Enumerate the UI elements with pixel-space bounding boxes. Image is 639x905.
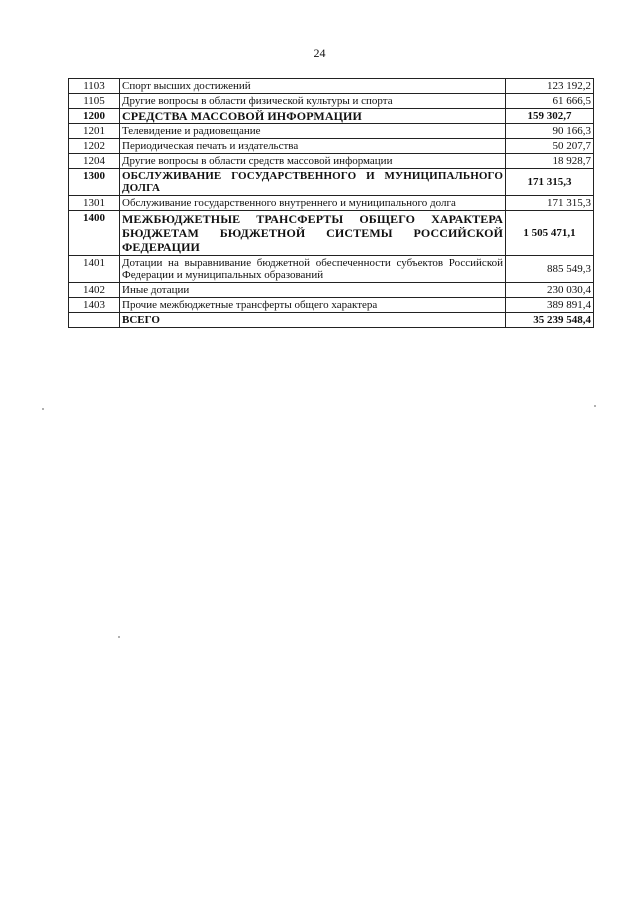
row-amount: 1 505 471,1: [506, 211, 594, 256]
row-code: 1301: [69, 196, 120, 211]
row-name: ОБСЛУЖИВАНИЕ ГОСУДАРСТВЕННОГО И МУНИЦИПАЛЬНОГО ДОЛГА: [120, 169, 506, 196]
row-name: Телевидение и радиовещание: [120, 124, 506, 139]
row-amount: 230 030,4: [506, 283, 594, 298]
row-amount: 389 891,4: [506, 298, 594, 313]
page-number: 24: [313, 46, 326, 60]
row-code: 1201: [69, 124, 120, 139]
table-row: [69, 139, 594, 154]
table-row: [69, 283, 594, 298]
row-amount: 885 549,3: [506, 256, 594, 283]
row-amount: 90 166,3: [506, 124, 594, 139]
row-name: Иные дотации: [120, 283, 506, 298]
row-amount: 159 302,7: [506, 109, 594, 124]
row-name: Спорт высших достижений: [120, 79, 506, 94]
row-amount: 171 315,3: [506, 196, 594, 211]
row-amount: 50 207,7: [506, 139, 594, 154]
row-name: Периодическая печать и издательства: [120, 139, 506, 154]
table-row: [69, 94, 594, 109]
row-amount: 171 315,3: [506, 169, 594, 196]
table-row: [69, 79, 594, 94]
row-name: Дотации на выравнивание бюджетной обеспеченности субъектов Российской Федерации и муниципальных образований: [120, 256, 506, 283]
table-row: [69, 154, 594, 169]
row-code: 1401: [69, 256, 120, 283]
row-name: Обслуживание государственного внутреннего и муниципального долга: [120, 196, 506, 211]
table-row: [69, 196, 594, 211]
section-row: [69, 211, 594, 256]
total-code: [69, 313, 120, 328]
table-row: [69, 124, 594, 139]
row-name: СРЕДСТВА МАССОВОЙ ИНФОРМАЦИИ: [120, 109, 506, 124]
row-amount: 18 928,7: [506, 154, 594, 169]
row-code: 1402: [69, 283, 120, 298]
row-code: 1300: [69, 169, 120, 196]
row-name: Другие вопросы в области физической культуры и спорта: [120, 94, 506, 109]
row-code: 1400: [69, 211, 120, 256]
row-name: МЕЖБЮДЖЕТНЫЕ ТРАНСФЕРТЫ ОБЩЕГО ХАРАКТЕРА БЮДЖЕТАМ БЮДЖЕТНОЙ СИСТЕМЫ РОССИЙСКОЙ ФЕДЕРАЦИИ: [120, 211, 506, 256]
row-name: Прочие межбюджетные трансферты общего характера: [120, 298, 506, 313]
row-amount: 123 192,2: [506, 79, 594, 94]
row-code: 1200: [69, 109, 120, 124]
total-row: [69, 313, 594, 328]
table-row: [69, 298, 594, 313]
row-amount: 61 666,5: [506, 94, 594, 109]
scan-speck: [594, 405, 596, 407]
scan-speck: [42, 408, 44, 410]
row-name: Другие вопросы в области средств массовой информации: [120, 154, 506, 169]
total-label: ВСЕГО: [120, 313, 506, 328]
total-amount: 35 239 548,4: [506, 313, 594, 328]
scan-speck: [118, 636, 120, 638]
row-code: 1105: [69, 94, 120, 109]
row-code: 1103: [69, 79, 120, 94]
section-row: [69, 169, 594, 196]
row-code: 1204: [69, 154, 120, 169]
row-code: 1403: [69, 298, 120, 313]
table-row: [69, 256, 594, 283]
section-row: [69, 109, 594, 124]
expenditure-table: [68, 78, 594, 328]
row-code: 1202: [69, 139, 120, 154]
